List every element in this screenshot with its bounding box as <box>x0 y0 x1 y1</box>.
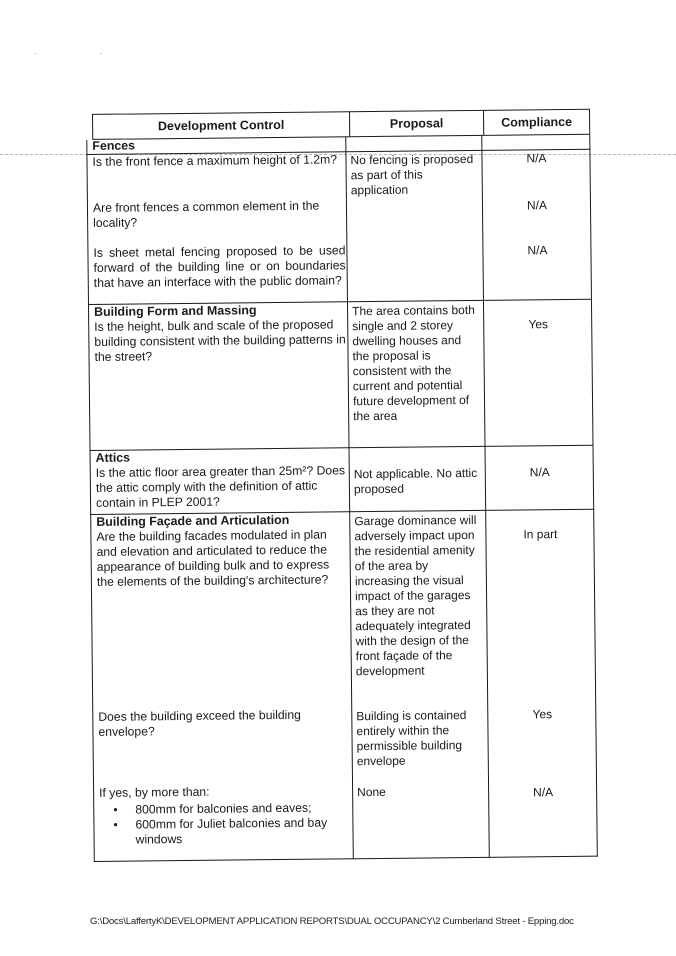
facade-question-2: Does the building exceed the building envelope? <box>98 707 301 739</box>
facade-proposal-2: Building is contained entirely within the permissible building envelope <box>356 708 467 769</box>
facade-compliance-3: N/A <box>533 785 554 800</box>
fences-proposal: No fencing is proposed as part of this application <box>350 151 474 198</box>
fences-compliance-2: N/A <box>526 198 548 213</box>
attics-proposal: Not applicable. No attic proposed <box>353 465 478 497</box>
header-proposal: Proposal <box>349 110 484 137</box>
facade-question-1: Are the building facades modulated in plan and elevation and articulated to reduce the appearance of building bulk and to express the elements of the building's architecture? <box>96 527 330 589</box>
list-item: • 600mm for Juliet balconies and bay windows <box>135 815 351 847</box>
section-heading-attics: Attics <box>95 450 131 465</box>
massing-compliance: Yes <box>528 317 549 332</box>
development-control-table <box>86 109 598 862</box>
section-heading-building-form: Building Form and Massing <box>93 303 257 319</box>
fences-question-1: Is the front fence a maximum height of 1.2m? <box>92 152 338 169</box>
facade-bullet-list <box>99 800 351 848</box>
facade-question-3-text: If yes, by more than: <box>99 784 210 800</box>
section-heading-facade: Building Façade and Articulation <box>96 512 290 529</box>
header-compliance: Compliance <box>483 109 590 136</box>
scan-specks: · · <box>34 48 133 58</box>
fences-compliance-3: N/A <box>527 243 548 258</box>
facade-question-3 <box>99 783 352 848</box>
attics-question-1: Is the attic floor area greater than 25m²? Does the attic comply with the definition of attic contain in PLEP 2001? <box>95 463 346 510</box>
section-heading-fences: Fences <box>92 138 136 153</box>
fences-question-2: Are front fences a common element in the locality? <box>92 198 320 230</box>
facade-proposal-3: None <box>357 784 386 800</box>
facade-compliance-2: Yes <box>532 707 553 722</box>
list-item: • 800mm for balconies and eaves; <box>135 800 351 817</box>
fences-question-3: Is sheet metal fencing proposed to be used forward of the building line or on boundaries that have an interface with the public domain? <box>93 243 346 290</box>
fences-compliance-1: N/A <box>526 151 547 166</box>
document-file-path: G:\Docs\LaffertyK\DEVELOPMENT APPLICATION REPORTS\DUAL OCCUPANCY\2 Cumberland Street - Epping.doc <box>90 916 574 927</box>
massing-question-1: Is the height, bulk and scale of the proposed building consistent with the building patterns in the street? <box>94 317 346 364</box>
facade-proposal-1: Garage dominance will adversely impact upon the residential amenity of the area by increasing the visual impact of the garages as they are not adequately integrated with the design of the front façade of the development <box>354 512 477 679</box>
header-development-control: Development Control <box>92 111 350 140</box>
facade-compliance-1: In part <box>523 527 558 542</box>
massing-proposal: The area contains both single and 2 storey dwelling houses and the proposal is consistent with the current and potential future development of the area <box>352 302 475 424</box>
attics-compliance: N/A <box>529 465 550 480</box>
